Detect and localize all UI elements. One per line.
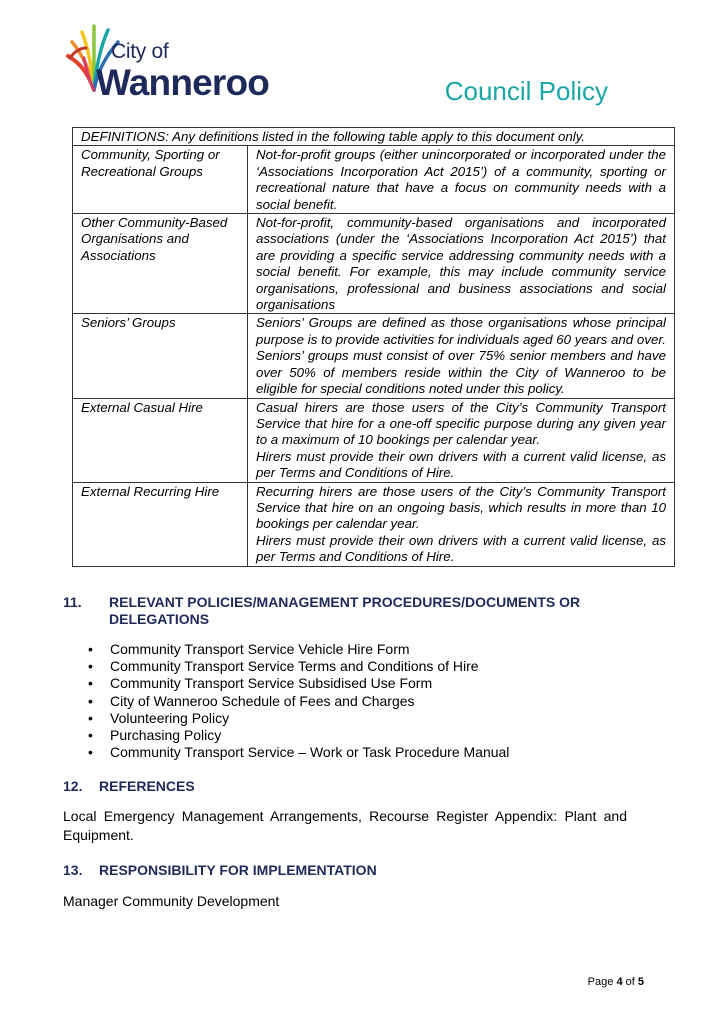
references-text: Local Emergency Management Arrangements, Recourse Register Appendix: Plant and Equipment. (63, 808, 627, 843)
definition-text: Not-for-profit, community-based organisations and incorporated associations (under the ‘Associations Incorporation Act 2015’) that are providing a specific service addressing community needs with a social benefit. For example, this may include community service organisations, professional and business associations and social organisations (248, 214, 675, 314)
section-number: 11. (63, 594, 82, 610)
section-title: REFERENCES (99, 778, 195, 794)
list-item: • Purchasing Policy (86, 727, 509, 744)
logo-text-big: Wanneroo (96, 62, 270, 103)
section-11-heading (63, 594, 663, 630)
section-title-line2: DELEGATIONS (109, 611, 210, 627)
list-item: • Community Transport Service Terms and Conditions of Hire (86, 658, 509, 675)
definitions-table (72, 127, 675, 567)
definition-text-secondary: Hirers must provide their own drivers with a current valid license, as per Terms and Conditions of Hire. (256, 448, 666, 481)
page-label: Page (587, 976, 614, 988)
definition-text: Recurring hirers are those users of the City’s Community Transport Service that hire on an ongoing basis, which results in more than 10 bookings per calendar year. (256, 483, 666, 532)
table-row (73, 314, 675, 398)
definitions-header-row (73, 128, 675, 146)
definition-cell (248, 482, 675, 566)
page-of-label: of (625, 976, 635, 988)
table-row (73, 146, 675, 214)
list-item: • Community Transport Service – Work or Task Procedure Manual (86, 744, 509, 761)
definitions-heading: DEFINITIONS: Any definitions listed in the following table apply to this document only. (73, 128, 675, 146)
table-row (73, 214, 675, 314)
list-item: • Community Transport Service Subsidised Use Form (86, 675, 509, 692)
section-title-line1: RELEVANT POLICIES/MANAGEMENT PROCEDURES/DOCUMENTS OR (109, 594, 581, 610)
section-title: RESPONSIBILITY FOR IMPLEMENTATION (99, 862, 377, 878)
section-13-heading (63, 862, 463, 880)
table-row (73, 398, 675, 482)
logo-text-small: City of (111, 40, 169, 63)
definition-term: External Recurring Hire (73, 482, 248, 566)
table-row (73, 482, 675, 566)
definition-text: Casual hirers are those users of the City’s Community Transport Service that hire for a one-off specific purpose during any given year to a maximum of 10 bookings per calendar year. (256, 399, 666, 448)
definition-cell (248, 398, 675, 482)
responsibility-text: Manager Community Development (63, 893, 280, 909)
page-current: 4 (616, 976, 623, 988)
definition-text-secondary: Hirers must provide their own drivers with a current valid license, as per Terms and Conditions of Hire. (256, 532, 666, 565)
list-item: • Volunteering Policy (86, 710, 509, 727)
definition-term: Other Community-Based Organisations and Associations (73, 214, 248, 314)
list-item: • Community Transport Service Vehicle Hire Form (86, 641, 509, 658)
page-number (588, 976, 644, 988)
city-logo (66, 18, 296, 102)
related-documents-list (86, 641, 509, 761)
document-type-title: Council Policy (444, 76, 608, 106)
page-total: 5 (637, 976, 644, 988)
definition-text: Seniors’ Groups are defined as those organisations whose principal purpose is to provide activities for individuals aged 60 years and over. Seniors’ groups must consist of over 75% senior members and have over 50% of members reside within the City of Wanneroo to be eligible for special conditions noted under this policy. (248, 314, 675, 398)
definition-term: External Casual Hire (73, 398, 248, 482)
section-12-heading (63, 778, 463, 796)
section-number: 13. (63, 862, 83, 878)
definition-text: Not-for-profit groups (either unincorporated or incorporated under the ‘Associations Incorporation Act 2015’) of a community, sporting or recreational nature that have a focus on community needs with a social benefit. (248, 146, 675, 214)
section-number: 12. (63, 778, 83, 794)
definition-term: Seniors’ Groups (73, 314, 248, 398)
definition-term: Community, Sporting or Recreational Groups (73, 146, 248, 214)
list-item: • City of Wanneroo Schedule of Fees and Charges (86, 693, 509, 710)
